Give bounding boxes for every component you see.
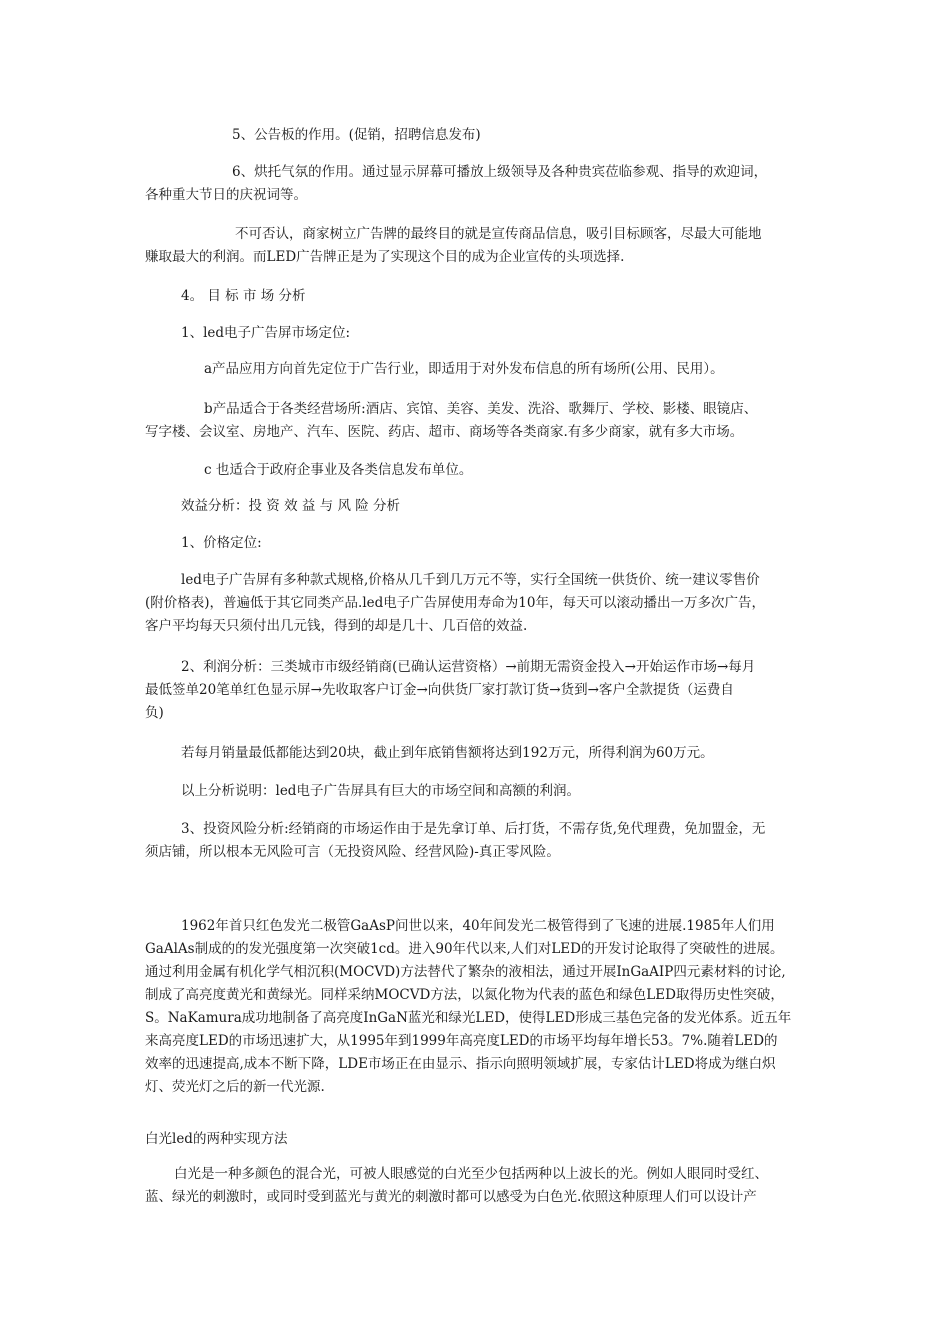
paragraph-white-light: 白光是一种多颜色的混合光，可被人眼感觉的白光至少包括两种以上波长的光。例如人眼同时受红、 蓝、绿光的刺激时，或同时受到蓝光与黄光的刺激时都可以感受为白色光.依照这种原理人们可以设计产 bbox=[145, 1166, 768, 1205]
paragraph-item-a: a产品应用方向首先定位于广告行业，即适用于对外发布信息的所有场所(公用、民用）。 bbox=[204, 361, 724, 377]
paragraph-conclusion: 以上分析说明：led电子广告屏具有巨大的市场空间和高额的利润。 bbox=[181, 783, 580, 799]
paragraph-profit-analysis: 2、利润分析：三类城市市级经销商(已确认运营资格）→前期无需资金投入→开始运作市场→每月 最低签单20笔单红色显示屏→先收取客户订金→向供货厂家打款订货→货到→客户全款提货（运费自 负) bbox=[145, 659, 756, 721]
paragraph-bulletin-board: 5、公告板的作用。(促销，招聘信息发布) bbox=[232, 127, 481, 143]
paragraph-price-positioning: 1、价格定位: bbox=[181, 535, 262, 551]
paragraph-item-b: b产品适合于各类经营场所:酒店、宾馆、美容、美发、洗浴、歌舞厅、学校、影楼、眼镜店、 写字楼、会议室、房地产、汽车、医院、药店、超市、商场等各类商家.有多少商家，就有多大市场。 bbox=[145, 401, 758, 440]
paragraph-purpose: 不可否认，商家树立广告牌的最终目的就是宣传商品信息，吸引目标顾客，尽最大可能地 赚取最大的利润。而LED广告牌正是为了实现这个目的成为企业宣传的头项选择. bbox=[145, 226, 762, 265]
heading-white-led-methods: 白光led的两种实现方法 bbox=[145, 1131, 288, 1147]
paragraph-atmosphere: 6、烘托气氛的作用。通过显示屏幕可播放上级领导及各种贵宾莅临参观、指导的欢迎词， 各种重大节日的庆祝词等。 bbox=[145, 164, 768, 203]
paragraph-led-history: 1962年首只红色发光二极管GaAsP问世以来，40年间发光二极管得到了飞速的进展.1985年人们用 GaAlAs制成的的发光强度第一次突破1cd。进入90年代以来,人们对LED的开发讨论取得了突破性的进展。 通过利用金属有机化学气相沉积(MOCVD)方法替代了繁杂的液相法，通过开展InGaAIP四元素材料的讨论, 制成了高亮度黄光和黄绿光。同样采纳MOCVD方法，以氮化物为代表的蓝色和绿色LED取得历史性突破， S。NaKamura成功地制备了高亮度InGaN蓝光和绿光LED，使得LED形成三基色完备的发光体系。近五年 来高亮度LED的市场迅速扩大，从1995年到1999年高亮度LED的市场平均每年增长53。7%.随着LED的 效率的迅速提高,成本不断下降，LDE市场正在由显示、指示向照明领域扩展，专家估计LED将成为继白炽 灯、荧光灯之后的新一代光源. bbox=[145, 918, 792, 1095]
paragraph-item-c: c 也适合于政府企事业及各类信息发布单位。 bbox=[204, 462, 473, 478]
paragraph-price-detail: led电子广告屏有多种款式规格,价格从几千到几万元不等，实行全国统一供货价、统一建议零售价 (附价格表)，普遍低于其它同类产品.led电子广告屏使用寿命为10年，每天可以滚动播出一万多次广告， 客户平均每天只须付出几元钱，得到的却是几十、几百倍的效益. bbox=[145, 572, 765, 634]
paragraph-risk-analysis: 3、投资风险分析:经销商的市场运作由于是先拿订单、后打货，不需存货,免代理费，免加盟金，无 须店铺，所以根本无风险可言（无投资风险、经营风险)-真正零风险。 bbox=[145, 821, 766, 860]
paragraph-market-positioning: 1、led电子广告屏市场定位: bbox=[181, 325, 351, 341]
heading-target-market: 4。 目 标 市 场 分析 bbox=[181, 288, 306, 304]
paragraph-sales-target: 若每月销量最低都能达到20块，截止到年底销售额将达到192万元，所得利润为60万元。 bbox=[181, 745, 714, 761]
heading-benefit-analysis: 效益分析：投 资 效 益 与 风 险 分析 bbox=[181, 498, 401, 514]
